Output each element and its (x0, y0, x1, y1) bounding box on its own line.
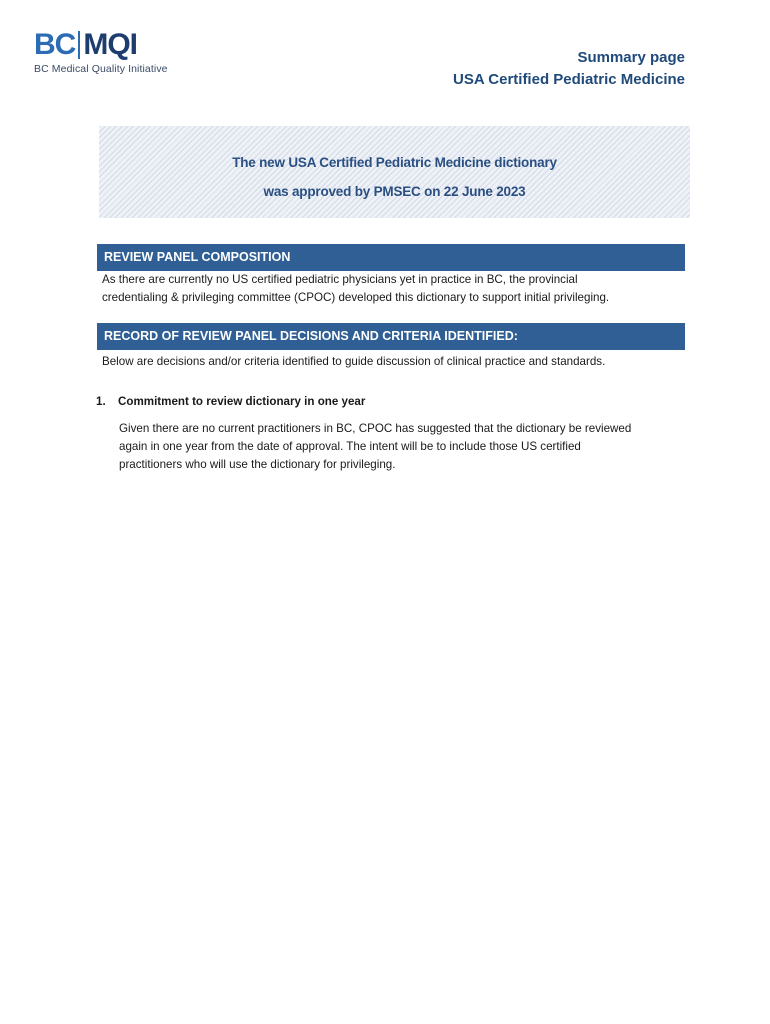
logo-mark (34, 30, 194, 60)
logo-subtitle: BC Medical Quality Initiative (34, 63, 168, 75)
banner-line-1: The new USA Certified Pediatric Medicine dictionary (232, 155, 557, 170)
section-heading-record: RECORD OF REVIEW PANEL DECISIONS AND CRITERIA IDENTIFIED: (97, 323, 685, 350)
logo-mark-bc: BC (34, 28, 76, 61)
banner-line-2: was approved by PMSEC on 22 June 2023 (263, 184, 526, 199)
page-header (453, 47, 685, 91)
approval-banner (99, 126, 690, 218)
item-body (119, 420, 687, 474)
item-title (96, 395, 365, 408)
item-title-text: Commitment to review dictionary in one year (118, 395, 366, 408)
item-number: 1. (96, 395, 106, 408)
page-title-specialty: USA Certified Pediatric Medicine (452, 71, 685, 88)
page-title-summary: Summary page (577, 49, 685, 66)
item-body-line-3: practitioners who will use the dictionary for privileging. (119, 458, 396, 471)
logo-mark-mqi: MQI (83, 28, 138, 61)
review-panel-line-2: credentialing & privileging committee (CPOC) developed this dictionary to support initial privileging. (102, 291, 610, 304)
logo-divider (78, 31, 80, 59)
section-heading-review-panel: REVIEW PANEL COMPOSITION (97, 244, 685, 271)
item-body-line-1: Given there are no current practitioners in BC, CPOC has suggested that the dictionary be reviewed (119, 422, 632, 435)
review-panel-line-1: As there are currently no US certified pediatric physicians yet in practice in BC, the provincial (102, 273, 578, 286)
review-panel-text (102, 271, 692, 307)
bcmqi-logo (34, 30, 194, 80)
record-intro-text: Below are decisions and/or criteria identified to guide discussion of clinical practice and standards. (102, 355, 606, 368)
item-body-line-2: again in one year from the date of approval. The intent will be to include those US certified (119, 440, 581, 453)
